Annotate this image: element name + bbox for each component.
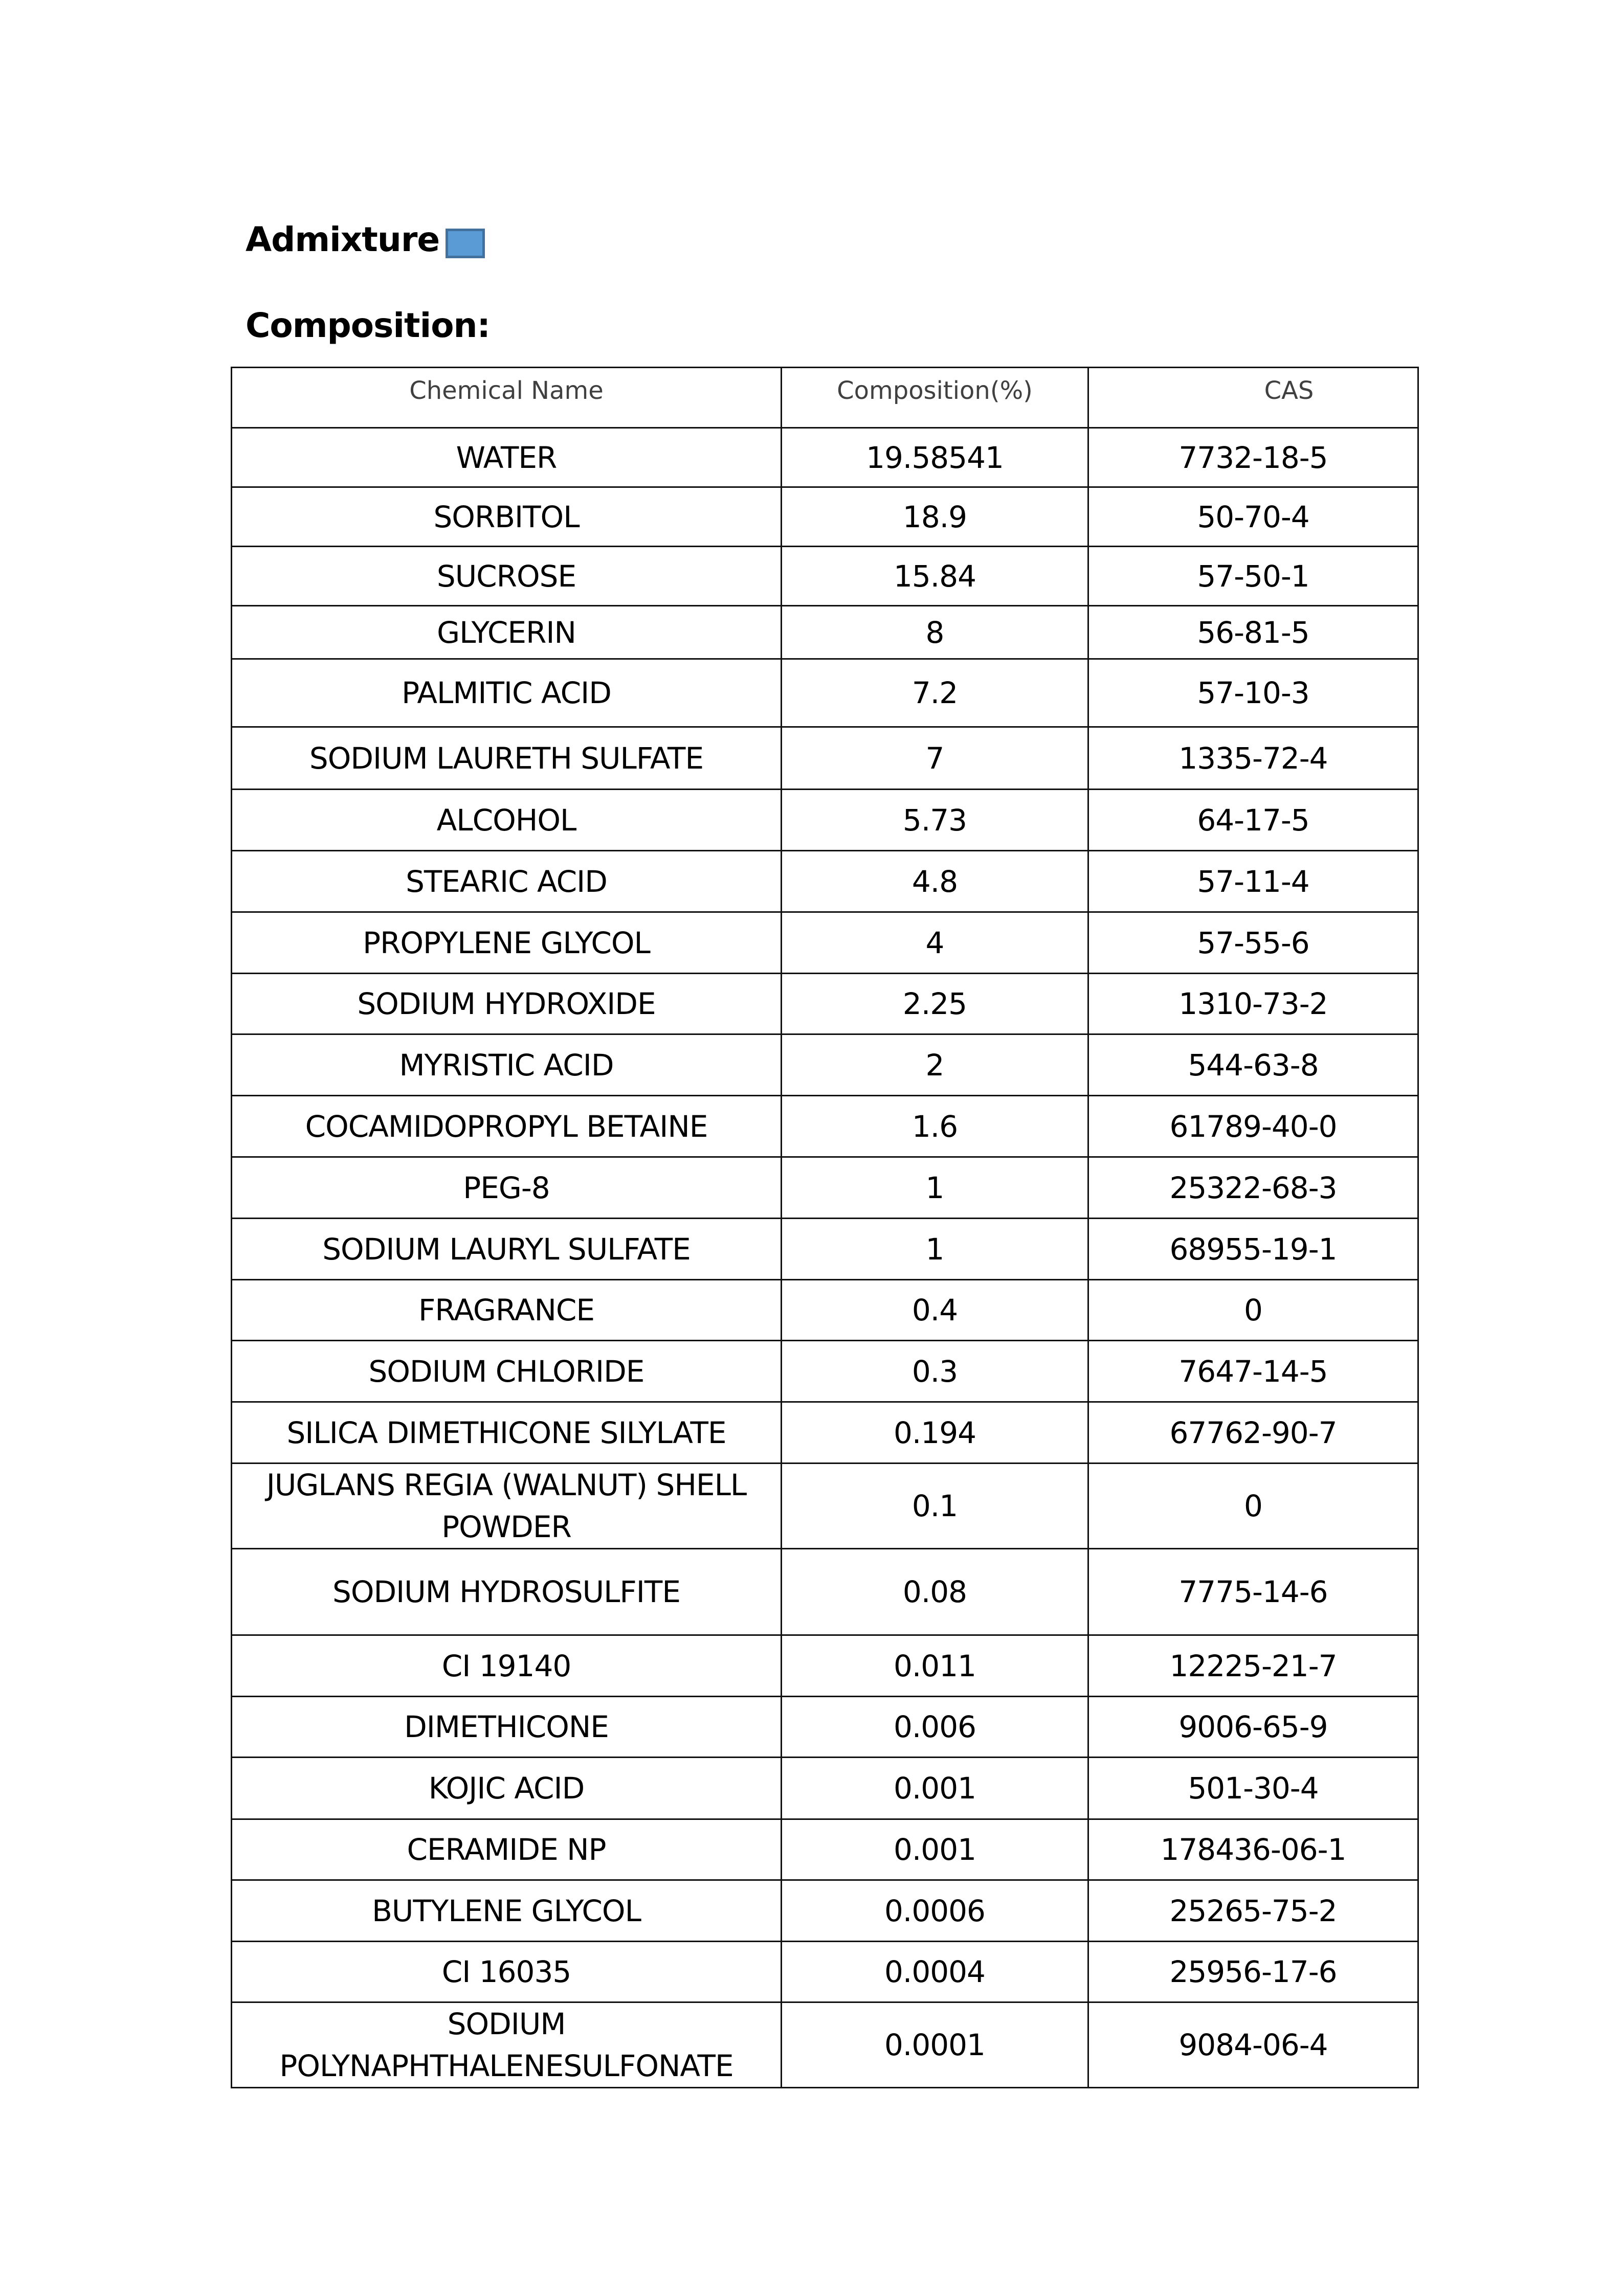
cas-cell: 57-11-4 — [1088, 851, 1418, 912]
chemical-name-cell: ALCOHOL — [232, 790, 782, 851]
chemical-name-cell: CI 16035 — [232, 1942, 782, 2002]
table-row — [232, 487, 1418, 547]
document-title: Admixture — [246, 220, 440, 259]
table-row — [232, 2002, 1418, 2088]
cas-cell: 25956-17-6 — [1088, 1942, 1418, 2002]
chemical-name-cell: BUTYLENE GLYCOL — [232, 1880, 782, 1942]
table-row — [232, 1096, 1418, 1157]
cas-cell: 57-55-6 — [1088, 912, 1418, 974]
blue-rectangle-swatch-icon — [446, 229, 485, 258]
composition-cell: 0.1 — [782, 1464, 1088, 1549]
cas-cell: 1310-73-2 — [1088, 974, 1418, 1034]
table-row — [232, 606, 1418, 659]
cas-cell: 7647-14-5 — [1088, 1341, 1418, 1402]
chemical-name-cell: COCAMIDOPROPYL BETAINE — [232, 1096, 782, 1157]
table-row — [232, 727, 1418, 790]
cas-cell: 12225-21-7 — [1088, 1635, 1418, 1697]
cas-cell: 0 — [1088, 1280, 1418, 1341]
table-row — [232, 1880, 1418, 1942]
cas-cell: 9006-65-9 — [1088, 1697, 1418, 1758]
chemical-name-cell: SILICA DIMETHICONE SILYLATE — [232, 1402, 782, 1464]
cas-cell: 7732-18-5 — [1088, 428, 1418, 487]
composition-cell: 0.006 — [782, 1697, 1088, 1758]
table-row — [232, 1819, 1418, 1880]
chemical-name-cell: SODIUM HYDROSULFITE — [232, 1549, 782, 1635]
composition-cell: 1 — [782, 1219, 1088, 1280]
cas-cell: 25265-75-2 — [1088, 1880, 1418, 1942]
table-row — [232, 1758, 1418, 1819]
chemical-name-cell: WATER — [232, 428, 782, 487]
chemical-name-cell: FRAGRANCE — [232, 1280, 782, 1341]
table-row — [232, 547, 1418, 606]
cas-cell: 0 — [1088, 1464, 1418, 1549]
composition-cell: 7.2 — [782, 659, 1088, 727]
table-row — [232, 1942, 1418, 2002]
composition-cell: 0.001 — [782, 1819, 1088, 1880]
cas-cell: 9084-06-4 — [1088, 2002, 1418, 2088]
cas-cell: 1335-72-4 — [1088, 727, 1418, 790]
cas-cell: 56-81-5 — [1088, 606, 1418, 659]
cas-cell: 57-50-1 — [1088, 547, 1418, 606]
table-row — [232, 1219, 1418, 1280]
chemical-name-cell: JUGLANS REGIA (WALNUT) SHELL POWDER — [232, 1464, 782, 1549]
table-row — [232, 912, 1418, 974]
chemical-name-cell: SODIUM POLYNAPHTHALENESULFONATE — [232, 2002, 782, 2088]
cas-cell: 544-63-8 — [1088, 1034, 1418, 1096]
chemical-name-cell: SODIUM HYDROXIDE — [232, 974, 782, 1034]
chemical-name-cell: KOJIC ACID — [232, 1758, 782, 1819]
chemical-name-cell: DIMETHICONE — [232, 1697, 782, 1758]
chemical-name-cell: MYRISTIC ACID — [232, 1034, 782, 1096]
table-row — [232, 1157, 1418, 1219]
chemical-name-cell: SODIUM LAURYL SULFATE — [232, 1219, 782, 1280]
composition-cell: 18.9 — [782, 487, 1088, 547]
composition-cell: 7 — [782, 727, 1088, 790]
composition-cell: 0.194 — [782, 1402, 1088, 1464]
cas-cell: 501-30-4 — [1088, 1758, 1418, 1819]
table-row — [232, 1635, 1418, 1697]
composition-cell: 1.6 — [782, 1096, 1088, 1157]
composition-cell: 0.0004 — [782, 1942, 1088, 2002]
chemical-name-cell: PALMITIC ACID — [232, 659, 782, 727]
chemical-name-cell: SUCROSE — [232, 547, 782, 606]
composition-cell: 0.3 — [782, 1341, 1088, 1402]
table-row — [232, 851, 1418, 912]
document-title-line — [246, 217, 485, 263]
column-header-composition: Composition(%) — [782, 368, 1088, 428]
table-row — [232, 1464, 1418, 1549]
table-row — [232, 1034, 1418, 1096]
cas-cell: 25322-68-3 — [1088, 1157, 1418, 1219]
cas-cell: 178436-06-1 — [1088, 1819, 1418, 1880]
cas-cell: 64-17-5 — [1088, 790, 1418, 851]
table-row — [232, 428, 1418, 487]
composition-cell: 4.8 — [782, 851, 1088, 912]
chemical-name-cell: CI 19140 — [232, 1635, 782, 1697]
cas-cell: 67762-90-7 — [1088, 1402, 1418, 1464]
table-row — [232, 1697, 1418, 1758]
chemical-name-cell: CERAMIDE NP — [232, 1819, 782, 1880]
column-header-cas: CAS — [1088, 368, 1418, 428]
table-row — [232, 790, 1418, 851]
composition-cell: 5.73 — [782, 790, 1088, 851]
composition-cell: 2 — [782, 1034, 1088, 1096]
composition-cell: 4 — [782, 912, 1088, 974]
chemical-name-cell: STEARIC ACID — [232, 851, 782, 912]
composition-cell: 2.25 — [782, 974, 1088, 1034]
composition-cell: 0.0001 — [782, 2002, 1088, 2088]
table-row — [232, 1549, 1418, 1635]
table-row — [232, 659, 1418, 727]
chemical-name-cell: SODIUM LAURETH SULFATE — [232, 727, 782, 790]
table-row — [232, 1280, 1418, 1341]
column-header-chemical-name: Chemical Name — [232, 368, 782, 428]
table-row — [232, 974, 1418, 1034]
chemical-name-cell: PROPYLENE GLYCOL — [232, 912, 782, 974]
chemical-name-cell: GLYCERIN — [232, 606, 782, 659]
composition-cell: 8 — [782, 606, 1088, 659]
composition-cell: 0.001 — [782, 1758, 1088, 1819]
composition-cell: 0.011 — [782, 1635, 1088, 1697]
composition-cell: 0.08 — [782, 1549, 1088, 1635]
table-header-row — [232, 368, 1418, 428]
cas-cell: 61789-40-0 — [1088, 1096, 1418, 1157]
composition-table — [231, 367, 1419, 2088]
cas-cell: 57-10-3 — [1088, 659, 1418, 727]
chemical-name-cell: SORBITOL — [232, 487, 782, 547]
composition-cell: 19.58541 — [782, 428, 1088, 487]
composition-cell: 1 — [782, 1157, 1088, 1219]
cas-cell: 50-70-4 — [1088, 487, 1418, 547]
composition-cell: 0.4 — [782, 1280, 1088, 1341]
composition-cell: 15.84 — [782, 547, 1088, 606]
section-heading: Composition: — [246, 306, 490, 345]
chemical-name-cell: PEG-8 — [232, 1157, 782, 1219]
chemical-name-cell: SODIUM CHLORIDE — [232, 1341, 782, 1402]
table-row — [232, 1341, 1418, 1402]
cas-cell: 7775-14-6 — [1088, 1549, 1418, 1635]
composition-cell: 0.0006 — [782, 1880, 1088, 1942]
composition-table-body — [232, 428, 1418, 2088]
table-row — [232, 1402, 1418, 1464]
cas-cell: 68955-19-1 — [1088, 1219, 1418, 1280]
